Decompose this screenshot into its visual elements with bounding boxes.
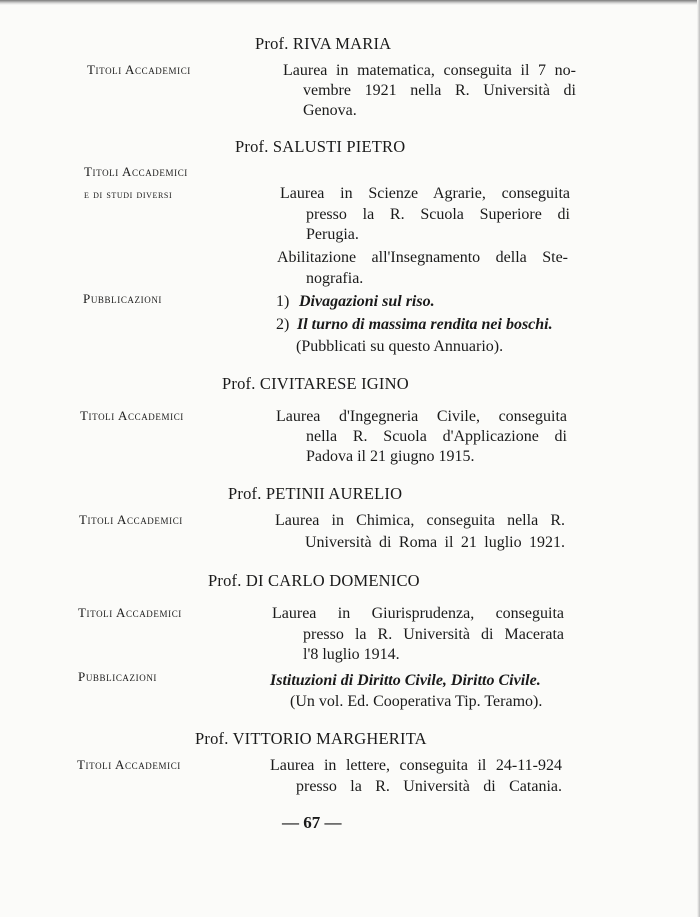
entry-line: l'8 luglio 1914. <box>303 646 400 663</box>
publication-title: Il turno di massima rendita nei boschi. <box>297 316 553 333</box>
section-label: Pubblicazioni <box>83 291 163 306</box>
entry-line: Laurea in Scienze Agrarie, conseguita <box>280 185 570 202</box>
scan-top-edge <box>0 0 700 5</box>
entry-line: Università di Roma il 21 luglio 1921. <box>305 534 565 551</box>
professor-name: Prof. PETINII AURELIO <box>228 484 403 503</box>
entry-line: Laurea in Giurisprudenza, conseguita <box>272 605 564 622</box>
list-number: 1) <box>276 293 290 310</box>
entry-line: Abilitazione all'Insegnamento della Ste- <box>277 249 568 266</box>
professor-name: Prof. CIVITARESE IGINO <box>222 374 409 393</box>
entry-line: nella R. Scuola d'Applicazione di <box>306 428 567 445</box>
entry-line: Laurea in lettere, conseguita il 24-11-924 <box>270 757 562 774</box>
page-number: — 67 — <box>282 813 342 832</box>
professor-name: Prof. RIVA MARIA <box>255 34 392 53</box>
entry-line: Perugia. <box>306 226 359 243</box>
section-label: Titoli Accademici <box>77 757 181 772</box>
entry-line: vembre 1921 nella R. Università di <box>303 82 576 99</box>
entry-line: Padova il 21 giugno 1915. <box>306 448 475 465</box>
entry-line: Laurea in matematica, conseguita il 7 no- <box>283 62 576 79</box>
entry-line: (Pubblicati su questo Annuario). <box>296 338 504 355</box>
section-label: Pubblicazioni <box>78 669 158 684</box>
list-number: 2) <box>276 316 290 333</box>
entry-line: presso la R. Università di Catania. <box>296 778 562 795</box>
entry-line: (Un vol. Ed. Cooperativa Tip. Teramo). <box>290 693 543 710</box>
entry-line: nografia. <box>306 270 364 287</box>
professor-name: Prof. SALUSTI PIETRO <box>235 137 406 156</box>
entry-line: presso la R. Scuola Superiore di <box>306 206 570 223</box>
entry-line: Laurea in Chimica, conseguita nella R. <box>275 512 565 529</box>
section-label: Titoli Accademici <box>80 408 184 423</box>
entry-line: Laurea d'Ingegneria Civile, conseguita <box>276 408 567 425</box>
section-label: e di studi diversi <box>84 187 173 201</box>
section-label: Titoli Accademici <box>79 512 183 527</box>
section-label: Titoli Accademici <box>84 164 188 179</box>
section-label: Titoli Accademici <box>87 62 191 77</box>
publication-title: Istituzioni di Diritto Civile, Diritto Civile. <box>270 672 541 689</box>
section-label: Titoli Accademici <box>78 605 182 620</box>
entry-line: Genova. <box>303 102 357 119</box>
professor-name: Prof. VITTORIO MARGHERITA <box>195 729 427 748</box>
publication-title: Divagazioni sul riso. <box>299 293 435 310</box>
entry-line: presso la R. Università di Macerata <box>303 626 564 643</box>
professor-name: Prof. DI CARLO DOMENICO <box>208 571 420 590</box>
